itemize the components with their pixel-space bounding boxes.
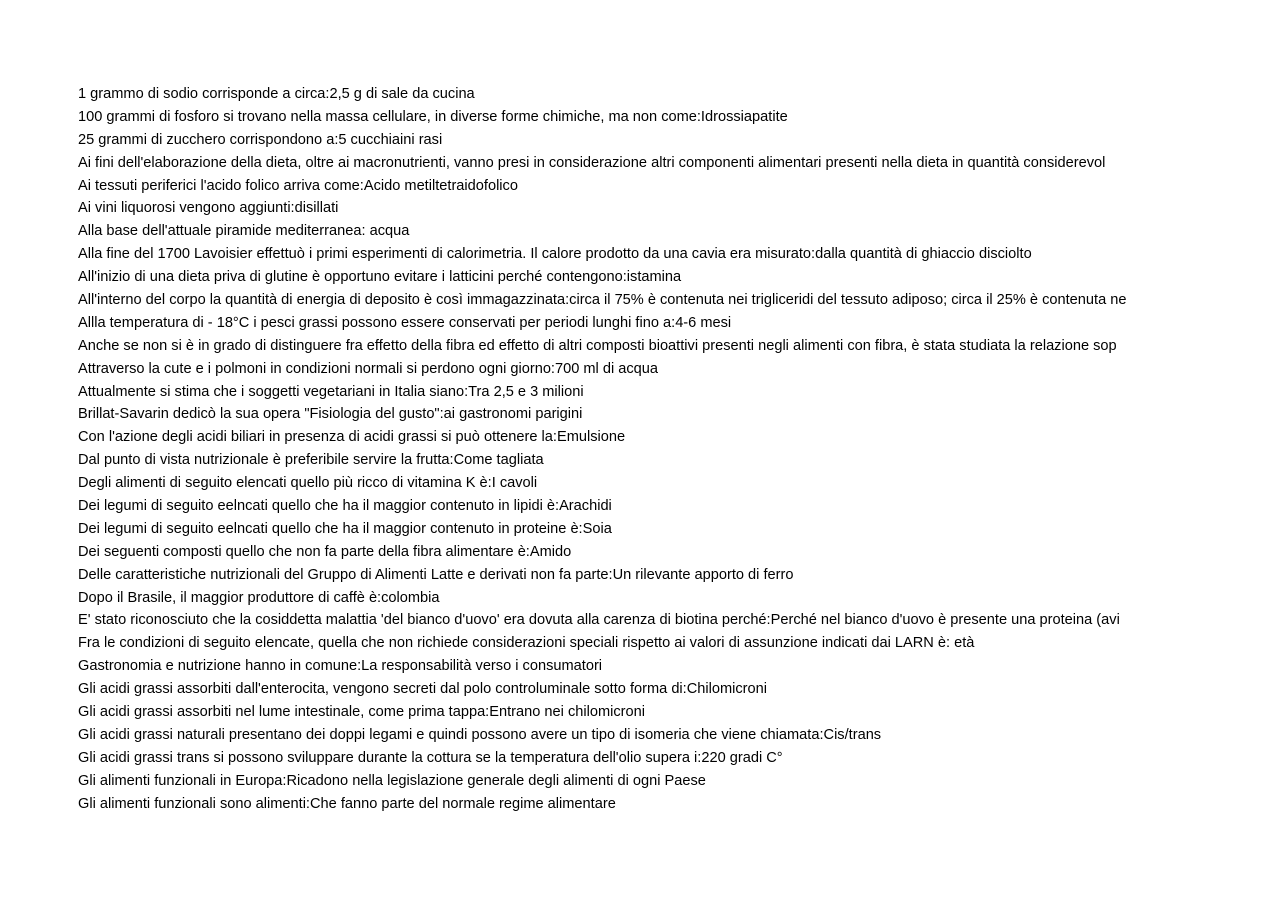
text-line: Brillat-Savarin dedicò la sua opera "Fisiologia del gusto":ai gastronomi parigini xyxy=(78,406,583,423)
text-line: 100 grammi di fosforo si trovano nella massa cellulare, in diverse forme chimiche, ma non come:Idrossiapatite xyxy=(78,108,788,125)
text-line: Fra le condizioni di seguito elencate, quella che non richiede considerazioni speciali rispetto ai valori di assunzione indicati dai LARN è: età xyxy=(78,635,975,652)
text-line: Dal punto di vista nutrizionale è preferibile servire la frutta:Come tagliata xyxy=(78,452,544,469)
text-line: Gli alimenti funzionali sono alimenti:Che fanno parte del normale regime alimentare xyxy=(78,795,616,812)
text-line: Ai vini liquorosi vengono aggiunti:disillati xyxy=(78,200,339,217)
text-line: Degli alimenti di seguito elencati quello più ricco di vitamina K è:I cavoli xyxy=(78,475,538,492)
text-line: Gli acidi grassi assorbiti nel lume intestinale, come prima tappa:Entrano nei chilomicroni xyxy=(78,704,645,721)
text-line: Gastronomia e nutrizione hanno in comune:La responsabilità verso i consumatori xyxy=(78,658,603,675)
text-block xyxy=(78,83,1175,816)
text-line: All'interno del corpo la quantità di energia di deposito è così immagazzinata:circa il 75% è contenuta nei trigliceridi del tessuto adiposo; circa il 25% è contenuta ne xyxy=(78,292,1127,309)
text-line: Gli acidi grassi assorbiti dall'enterocita, vengono secreti dal polo controluminale sotto forma di:Chilomicroni xyxy=(78,681,768,698)
text-line: Con l'azione degli acidi biliari in presenza di acidi grassi si può ottenere la:Emulsione xyxy=(78,429,626,446)
text-line: Gli acidi grassi trans si possono sviluppare durante la cottura se la temperatura dell'olio supera i:220 gradi C° xyxy=(78,749,783,766)
text-line: Dei legumi di seguito eelncati quello che ha il maggior contenuto in proteine è:Soia xyxy=(78,520,612,537)
text-line: Alla fine del 1700 Lavoisier effettuò i primi esperimenti di calorimetria. Il calore prodotto da una cavia era misurato:dalla quantità di ghiaccio disciolto xyxy=(78,246,1032,263)
text-line: Ai tessuti periferici l'acido folico arriva come:Acido metiltetraidofolico xyxy=(78,177,518,194)
text-line: Attraverso la cute e i polmoni in condizioni normali si perdono ogni giorno:700 ml di acqua xyxy=(78,360,659,377)
text-line: Gli alimenti funzionali in Europa:Ricadono nella legislazione generale degli alimenti di ogni Paese xyxy=(78,772,706,789)
text-line: Dei legumi di seguito eelncati quello che ha il maggior contenuto in lipidi è:Arachidi xyxy=(78,498,612,515)
text-line: 1 grammo di sodio corrisponde a circa:2,5 g di sale da cucina xyxy=(78,86,475,102)
text-line: Anche se non si è in grado di distinguere fra effetto della fibra ed effetto di altri composti bioattivi presenti negli alimenti con fibra, è stata studiata la relazione sop xyxy=(78,337,1117,354)
text-line: Gli acidi grassi naturali presentano dei doppi legami e quindi possono avere un tipo di isomeria che viene chiamata:Cis/trans xyxy=(78,726,882,743)
text-line: All'inizio di una dieta priva di glutine è opportuno evitare i latticini perché contengono:istamina xyxy=(78,269,682,286)
text-line: Dei seguenti composti quello che non fa parte della fibra alimentare è:Amido xyxy=(78,543,572,560)
text-line: Ai fini dell'elaborazione della dieta, oltre ai macronutrienti, vanno presi in considerazione altri componenti alimentari presenti nella dieta in quantità considerevol xyxy=(78,154,1106,171)
text-line: Alla base dell'attuale piramide mediterranea: acqua xyxy=(78,223,410,240)
text-line: E' stato riconosciuto che la cosiddetta malattia 'del bianco d'uovo' era dovuta alla carenza di biotina perché:Perché nel bianco d'uovo è presente una proteina (avi xyxy=(78,612,1120,629)
text-line: Attualmente si stima che i soggetti vegetariani in Italia siano:Tra 2,5 e 3 milioni xyxy=(78,383,584,400)
text-line: Allla temperatura di - 18°C i pesci grassi possono essere conservati per periodi lunghi fino a:4-6 mesi xyxy=(78,314,732,331)
text-line: Dopo il Brasile, il maggior produttore di caffè è:colombia xyxy=(78,589,440,606)
text-line: 25 grammi di zucchero corrispondono a:5 cucchiaini rasi xyxy=(78,131,443,148)
text-line: Delle caratteristiche nutrizionali del Gruppo di Alimenti Latte e derivati non fa parte:Un rilevante apporto di ferro xyxy=(78,566,794,583)
